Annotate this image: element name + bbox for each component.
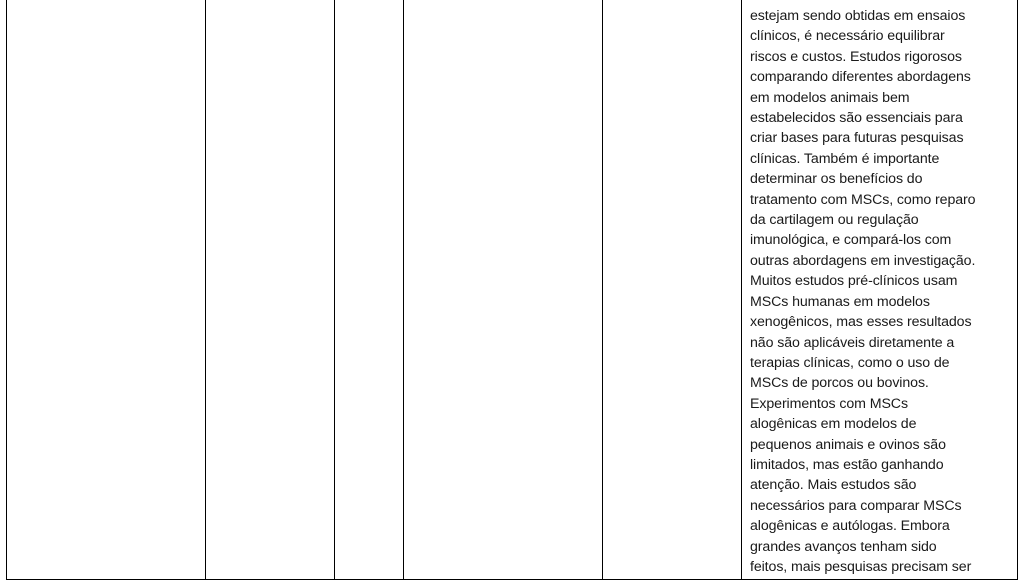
text-line: Experimentos com MSCs <box>750 395 908 412</box>
text-line: comparando diferentes abordagens <box>750 69 971 86</box>
table-cell-empty <box>335 0 404 580</box>
text-line: atenção. Mais estudos são <box>750 477 917 494</box>
text-line: Muitos estudos pré-clínicos usam <box>750 273 958 290</box>
text-line: alogênicas e autólogas. Embora <box>750 518 950 535</box>
text-line: clínicas. Também é importante <box>750 150 940 167</box>
cell-paragraph <box>742 0 1017 577</box>
text-line: estabelecidos são essenciais para <box>750 110 963 127</box>
text-line: pequenos animais e ovinos são <box>750 436 946 453</box>
text-line: criar bases para futuras pesquisas <box>750 130 964 147</box>
text-line: clínicos, é necessário equilibrar <box>750 28 945 45</box>
text-line: determinar os benefícios do <box>750 171 923 188</box>
table-cell-empty <box>603 0 742 580</box>
text-line: MSCs de porcos ou bovinos. <box>750 375 929 392</box>
text-line: MSCs humanas em modelos <box>750 293 930 310</box>
table-cell-empty <box>404 0 603 580</box>
text-line: em modelos animais bem <box>750 89 910 106</box>
text-line: limitados, mas estão ganhando <box>750 456 944 473</box>
table-row <box>7 0 1018 580</box>
text-line: imunológica, e compará-los com <box>750 232 952 249</box>
text-line: da cartilagem ou regulação <box>750 212 919 229</box>
text-line: xenogênicos, mas esses resultados <box>750 314 972 331</box>
text-line: estejam sendo obtidas em ensaios <box>750 8 966 24</box>
document-table <box>6 0 1018 580</box>
table-cell-empty <box>7 0 206 580</box>
text-line: riscos e custos. Estudos rigorosos <box>750 48 962 65</box>
text-line: grandes avanços tenham sido <box>750 538 937 555</box>
text-line: não são aplicáveis diretamente a <box>750 334 955 351</box>
text-line: terapias clínicas, como o uso de <box>750 354 950 371</box>
text-line: outras abordagens em investigação. <box>750 252 976 269</box>
text-line: feitos, mais pesquisas precisam ser <box>750 558 972 575</box>
text-line: tratamento com MSCs, como reparo <box>750 191 976 208</box>
table-cell-empty <box>206 0 335 580</box>
text-line: necessários para comparar MSCs <box>750 497 962 514</box>
table-cell-text <box>742 0 1018 580</box>
text-line: alogênicas em modelos de <box>750 416 917 433</box>
